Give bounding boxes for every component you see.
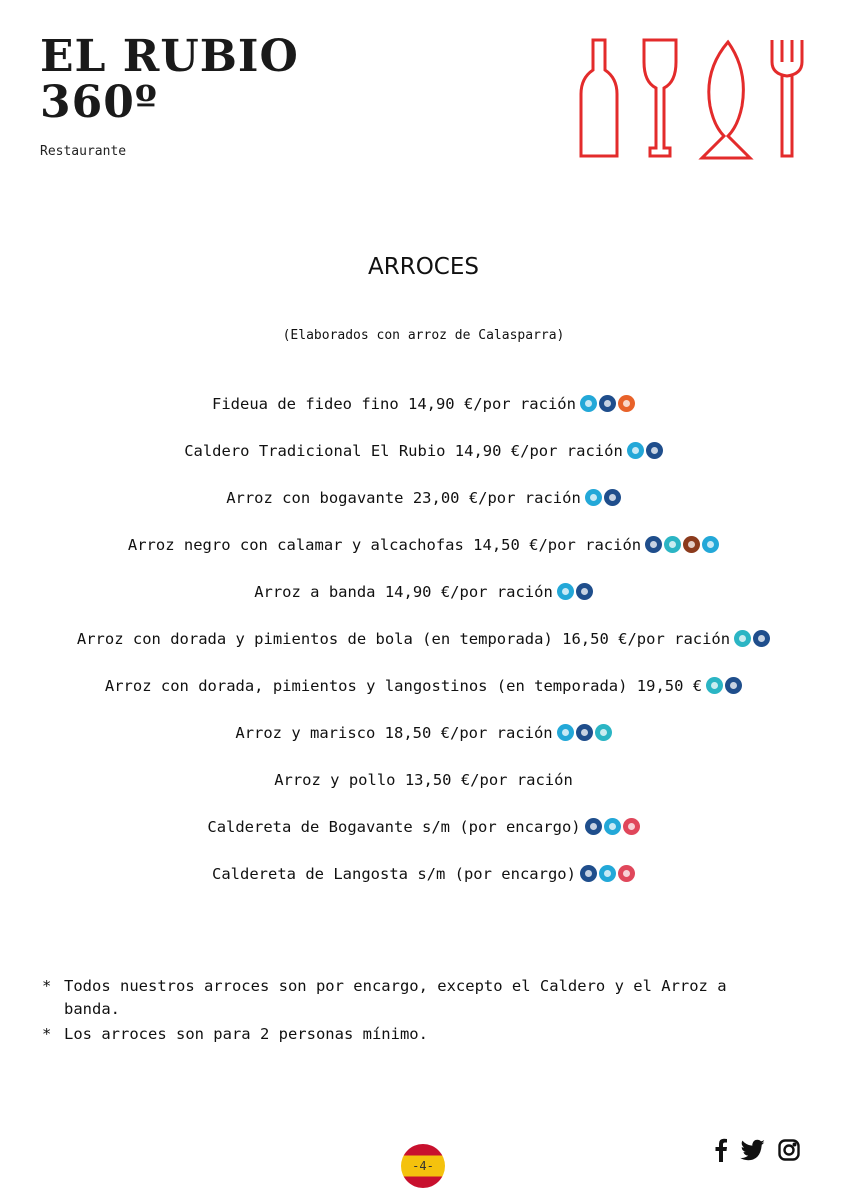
- menu-item: [0, 615, 847, 662]
- menu-item: [0, 756, 847, 803]
- allergen-icons: [557, 583, 593, 600]
- menu-item-text: Arroz y marisco 18,50 €/por ración: [235, 723, 553, 742]
- allergen-icon: [753, 630, 770, 647]
- allergen-icon: [683, 536, 700, 553]
- page-number-badge: [401, 1144, 445, 1188]
- menu-item: [0, 709, 847, 756]
- allergen-icon: [702, 536, 719, 553]
- allergen-icon: [580, 865, 597, 882]
- allergen-icon: [557, 724, 574, 741]
- allergen-icon: [557, 583, 574, 600]
- menu-item-text: Arroz con dorada y pimientos de bola (en temporada) 16,50 €/por ración: [76, 629, 731, 648]
- note-bullet: *: [42, 1025, 52, 1043]
- allergen-icons: [580, 865, 635, 882]
- allergen-icon: [585, 818, 602, 835]
- menu-item-text: Arroz a banda 14,90 €/por ración: [254, 582, 553, 601]
- instagram-icon[interactable]: [778, 1139, 800, 1161]
- allergen-icons: [557, 724, 612, 741]
- menu-item: [0, 850, 847, 897]
- allergen-icons: [585, 818, 640, 835]
- note-bullet: *: [42, 977, 52, 995]
- note: [42, 975, 802, 1021]
- menu-item-text: Caldero Tradicional El Rubio 14,90 €/por ración: [184, 441, 623, 460]
- allergen-icons: [627, 442, 663, 459]
- allergen-icons: [585, 489, 621, 506]
- twitter-icon[interactable]: [740, 1139, 766, 1161]
- fish-icon: [702, 42, 750, 158]
- allergen-icon: [618, 865, 635, 882]
- page-number: -4-: [412, 1159, 434, 1173]
- wine-glass-icon: [644, 40, 676, 156]
- note-text: Todos nuestros arroces son por encargo, excepto el Caldero y el Arroz a banda.: [64, 977, 727, 1018]
- section-title: ARROCES: [368, 254, 479, 280]
- allergen-icon: [580, 395, 597, 412]
- menu-item-text: Arroz con bogavante 23,00 €/por ración: [226, 488, 581, 507]
- allergen-icon: [618, 395, 635, 412]
- menu-item-text: Caldereta de Langosta s/m (por encargo): [212, 864, 576, 883]
- notes: [42, 975, 802, 1048]
- allergen-icon: [627, 442, 644, 459]
- menu-item-text: Caldereta de Bogavante s/m (por encargo): [207, 817, 581, 836]
- menu-item: [0, 427, 847, 474]
- brand-logo: [40, 31, 299, 159]
- menu-item-text: Arroz negro con calamar y alcachofas 14,50 €/por ración: [127, 535, 642, 554]
- utensils-logo: [578, 36, 808, 160]
- allergen-icons: [706, 677, 742, 694]
- menu-item-text: Fideua de fideo fino 14,90 €/por ración: [212, 394, 576, 413]
- bottle-icon: [581, 40, 617, 156]
- allergen-icon: [725, 677, 742, 694]
- allergen-icon: [576, 583, 593, 600]
- allergen-icon: [595, 724, 612, 741]
- menu-item: [0, 474, 847, 521]
- allergen-icon: [585, 489, 602, 506]
- section-subtitle: (Elaborados con arroz de Calasparra): [282, 328, 565, 343]
- menu-list: [0, 380, 847, 897]
- note: [42, 1023, 802, 1046]
- brand-subtitle: Restaurante: [40, 144, 127, 159]
- allergen-icon: [623, 818, 640, 835]
- allergen-icon: [599, 865, 616, 882]
- allergen-icon: [664, 536, 681, 553]
- menu-item-text: Arroz y pollo 13,50 €/por ración: [274, 770, 573, 789]
- menu-item: [0, 380, 847, 427]
- menu-item-text: Arroz con dorada, pimientos y langostinos (en temporada) 19,50 €: [104, 676, 703, 695]
- note-text: Los arroces son para 2 personas mínimo.: [64, 1025, 428, 1043]
- allergen-icon: [646, 442, 663, 459]
- allergen-icon: [604, 818, 621, 835]
- fork-icon: [772, 40, 802, 156]
- allergen-icon: [706, 677, 723, 694]
- allergen-icons: [645, 536, 719, 553]
- menu-item: [0, 662, 847, 709]
- allergen-icons: [734, 630, 770, 647]
- allergen-icon: [604, 489, 621, 506]
- brand-name-line2: 360º: [40, 77, 158, 128]
- allergen-icons: [580, 395, 635, 412]
- menu-item: [0, 521, 847, 568]
- allergen-icon: [645, 536, 662, 553]
- menu-item: [0, 803, 847, 850]
- facebook-icon[interactable]: [714, 1138, 728, 1162]
- allergen-icon: [734, 630, 751, 647]
- menu-item: [0, 568, 847, 615]
- allergen-icon: [576, 724, 593, 741]
- social-links: [714, 1138, 800, 1162]
- brand-name-line1: EL RUBIO: [40, 31, 299, 82]
- allergen-icon: [599, 395, 616, 412]
